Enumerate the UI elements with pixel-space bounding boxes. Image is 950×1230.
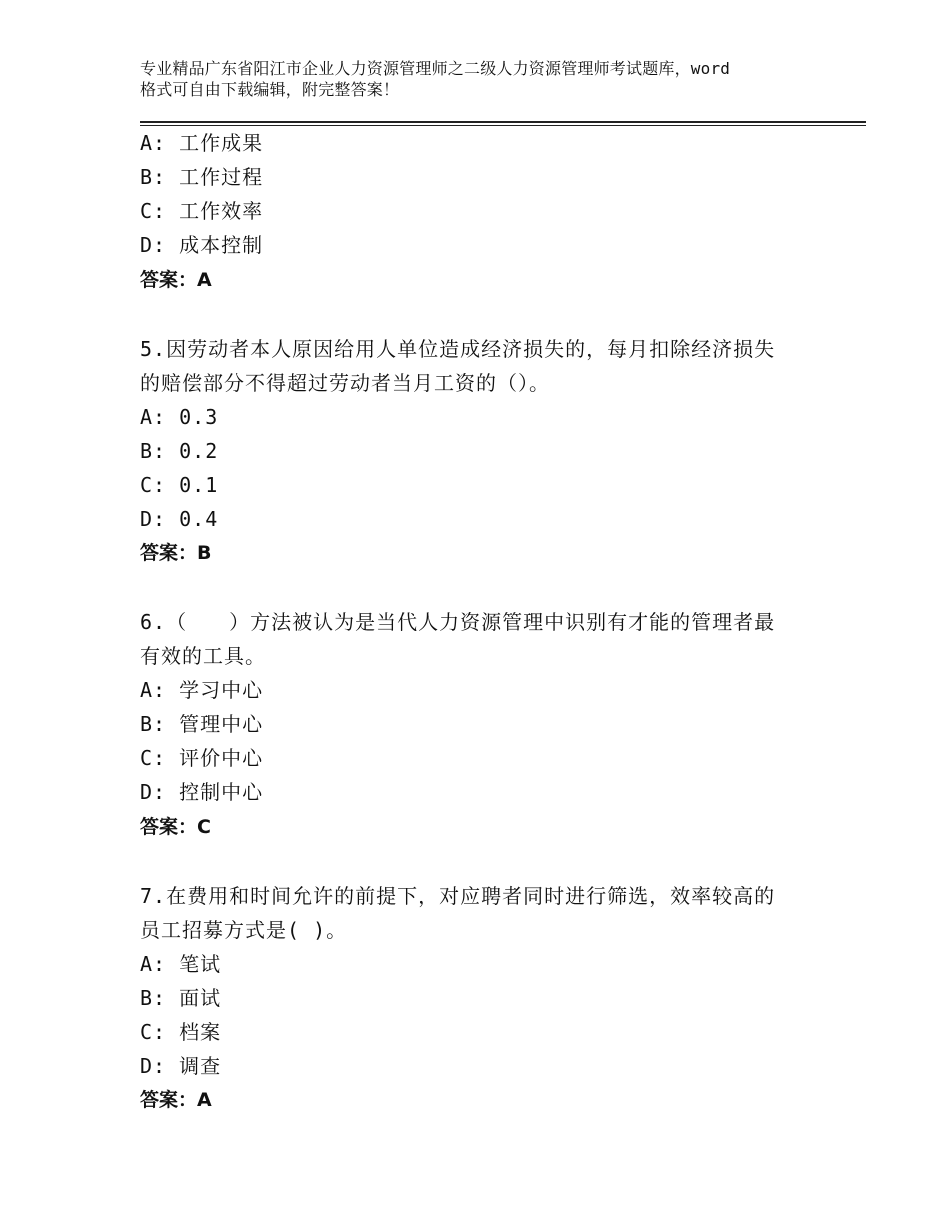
- q5-option-b: B: 0.2: [140, 439, 219, 463]
- q7-answer: 答案：A: [140, 1089, 212, 1111]
- q4-option-b: B: 工作过程: [140, 165, 264, 189]
- q5-option-d: D: 0.4: [140, 507, 219, 531]
- q7-option-d: D: 调查: [140, 1054, 222, 1078]
- q7-stem-line-2: 员工招募方式是( )。: [140, 918, 348, 942]
- q7-option-c: C: 档案: [140, 1020, 222, 1044]
- q7-option-b: B: 面试: [140, 986, 222, 1010]
- q4-answer: 答案：A: [140, 269, 212, 291]
- q7-stem-line-1: 7.在费用和时间允许的前提下，对应聘者同时进行筛选，效率较高的: [140, 884, 776, 908]
- q6-answer: 答案：C: [140, 816, 211, 838]
- q5-stem-line-1: 5.因劳动者本人原因给用人单位造成经济损失的，每月扣除经济损失: [140, 337, 776, 361]
- document-header: [140, 58, 830, 100]
- header-divider-thin: [140, 125, 866, 126]
- q6-stem-line-2: 有效的工具。: [140, 644, 266, 668]
- header-title-line-1: 专业精品广东省阳江市企业人力资源管理师之二级人力资源管理师考试题库，word: [140, 59, 731, 78]
- q6-option-b: B: 管理中心: [140, 712, 264, 736]
- q5-answer: 答案：B: [140, 542, 212, 564]
- q6-option-c: C: 评价中心: [140, 746, 264, 770]
- q7-option-a: A: 笔试: [140, 952, 222, 976]
- q4-option-a: A: 工作成果: [140, 131, 264, 155]
- q5-option-c: C: 0.1: [140, 473, 219, 497]
- q4-option-d: D: 成本控制: [140, 233, 264, 257]
- q6-option-d: D: 控制中心: [140, 780, 264, 804]
- q5-stem-line-2: 的赔偿部分不得超过劳动者当月工资的（）。: [140, 371, 550, 395]
- q6-option-a: A: 学习中心: [140, 678, 264, 702]
- header-title-line-2: 格式可自由下载编辑，附完整答案！: [140, 80, 400, 99]
- q5-option-a: A: 0.3: [140, 405, 219, 429]
- q4-option-c: C: 工作效率: [140, 199, 264, 223]
- header-divider-thick: [140, 121, 866, 123]
- q6-stem-line-1: 6.（ ）方法被认为是当代人力资源管理中识别有才能的管理者最: [140, 610, 776, 634]
